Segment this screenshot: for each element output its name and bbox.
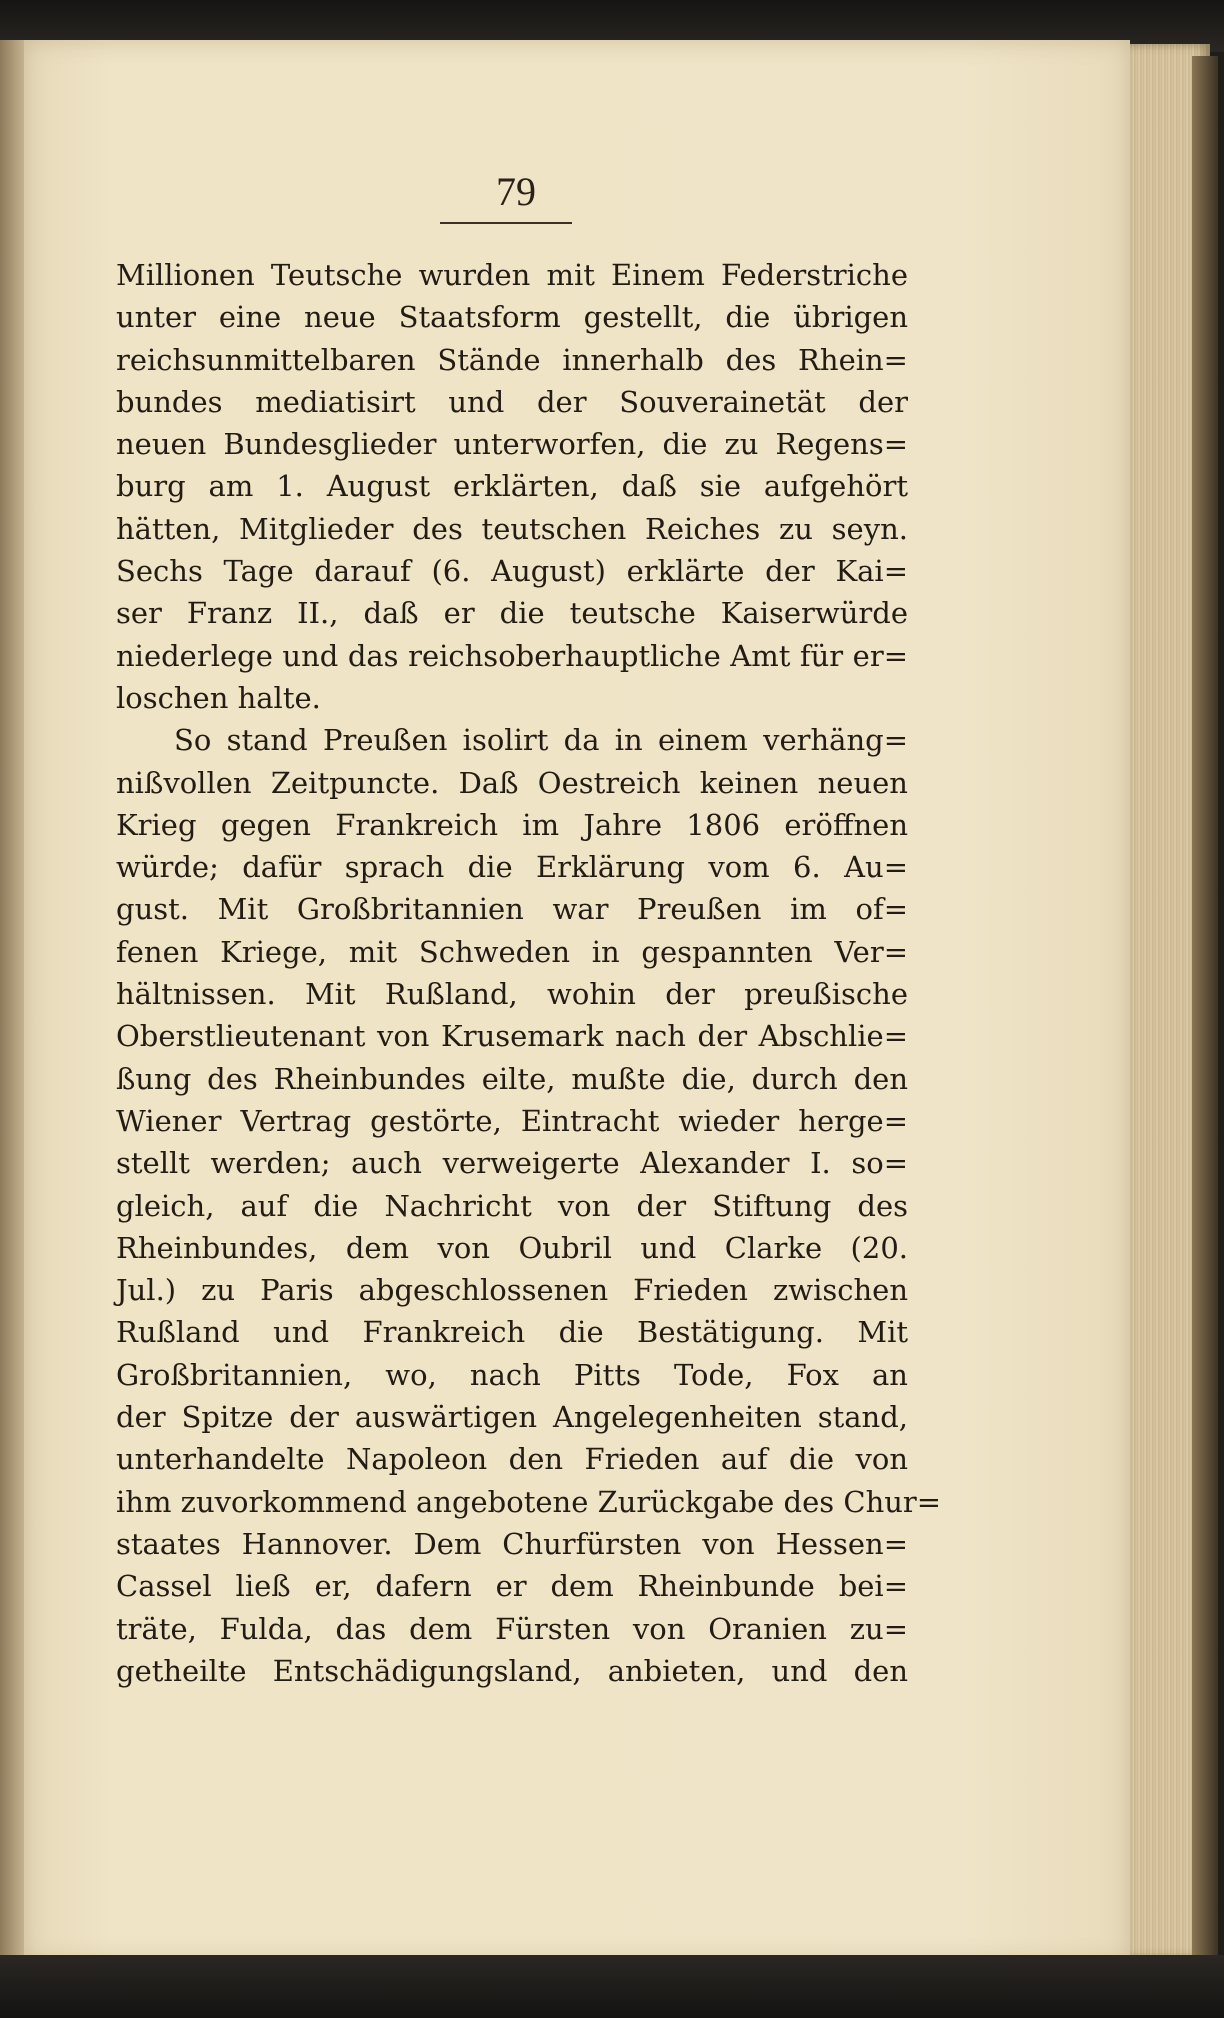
text-line: Rheinbundes, dem von Oubril und Clarke (20.: [116, 1230, 908, 1265]
text-line: hältnissen. Mit Rußland, wohin der preußische: [116, 977, 908, 1012]
text-line: ser Franz II., daß er die teutsche Kaiserwürde: [116, 596, 908, 631]
text-line: fenen Kriege, mit Schweden in gespannten Ver=: [116, 934, 908, 969]
text-line: würde; dafür sprach die Erklärung vom 6. Au=: [116, 850, 908, 885]
text-line: getheilte Entschädigungsland, anbieten, und den: [116, 1653, 908, 1688]
text-line: nißvollen Zeitpuncte. Daß Oestreich keinen neuen: [116, 765, 908, 800]
text-line: Jul.) zu Paris abgeschlossenen Frieden zwischen: [116, 1273, 908, 1308]
page-number: 79: [496, 169, 536, 214]
text-line: ßung des Rheinbundes eilte, mußte die, durch den: [116, 1061, 908, 1096]
text-line: bundes mediatisirt und der Souverainetät der: [116, 384, 908, 419]
text-line: Rußland und Frankreich die Bestätigung. Mit: [116, 1315, 908, 1350]
text-line: Sechs Tage darauf (6. August) erklärte der Kai=: [116, 554, 908, 589]
text-line: staates Hannover. Dem Churfürsten von Hessen=: [116, 1526, 908, 1561]
text-line: ihm zuvorkommend angebotene Zurückgabe des Chur=: [116, 1484, 942, 1519]
text-line: reichsunmittelbaren Stände innerhalb des Rhein=: [116, 342, 908, 377]
text-line: hätten, Mitglieder des teutschen Reiches zu seyn.: [116, 511, 908, 546]
text-line: gleich, auf die Nachricht von der Stiftung des: [116, 1188, 908, 1223]
text-line: So stand Preußen isolirt da in einem verhäng=: [174, 723, 908, 758]
text-line: Oberstlieutenant von Krusemark nach der Abschlie=: [116, 1019, 908, 1054]
text-line: niederlege und das reichsoberhauptliche Amt für er=: [116, 638, 908, 673]
left-page-edge: [0, 40, 27, 1970]
text-line: stellt werden; auch verweigerte Alexander I. so=: [116, 1146, 908, 1181]
text-line: Großbritannien, wo, nach Pitts Tode, Fox an: [116, 1357, 908, 1392]
text-line: burg am 1. August erklärten, daß sie aufgehört: [116, 469, 908, 504]
text-line: loschen halte.: [116, 680, 321, 715]
book-binding-shadow: [1192, 56, 1218, 1956]
text-line: Krieg gegen Frankreich im Jahre 1806 eröffnen: [116, 807, 908, 842]
body-text: [116, 254, 942, 1692]
text-line: neuen Bundesglieder unterworfen, die zu Regens=: [116, 427, 908, 462]
text-line: gust. Mit Großbritannien war Preußen im of=: [116, 892, 908, 927]
page-number-rule: [440, 222, 572, 224]
text-line: der Spitze der auswärtigen Angelegenheiten stand,: [116, 1400, 908, 1435]
text-line: Millionen Teutsche wurden mit Einem Federstriche: [116, 258, 908, 292]
bottom-shadow: [0, 1955, 1224, 2018]
text-line: Cassel ließ er, dafern er dem Rheinbunde bei=: [116, 1569, 908, 1604]
text-line: unterhandelte Napoleon den Frieden auf die von: [116, 1442, 908, 1477]
text-line: unter eine neue Staatsform gestellt, die übrigen: [116, 300, 908, 335]
text-line: träte, Fulda, das dem Fürsten von Oranien zu=: [116, 1611, 908, 1646]
text-line: Wiener Vertrag gestörte, Eintracht wieder herge=: [116, 1103, 908, 1138]
